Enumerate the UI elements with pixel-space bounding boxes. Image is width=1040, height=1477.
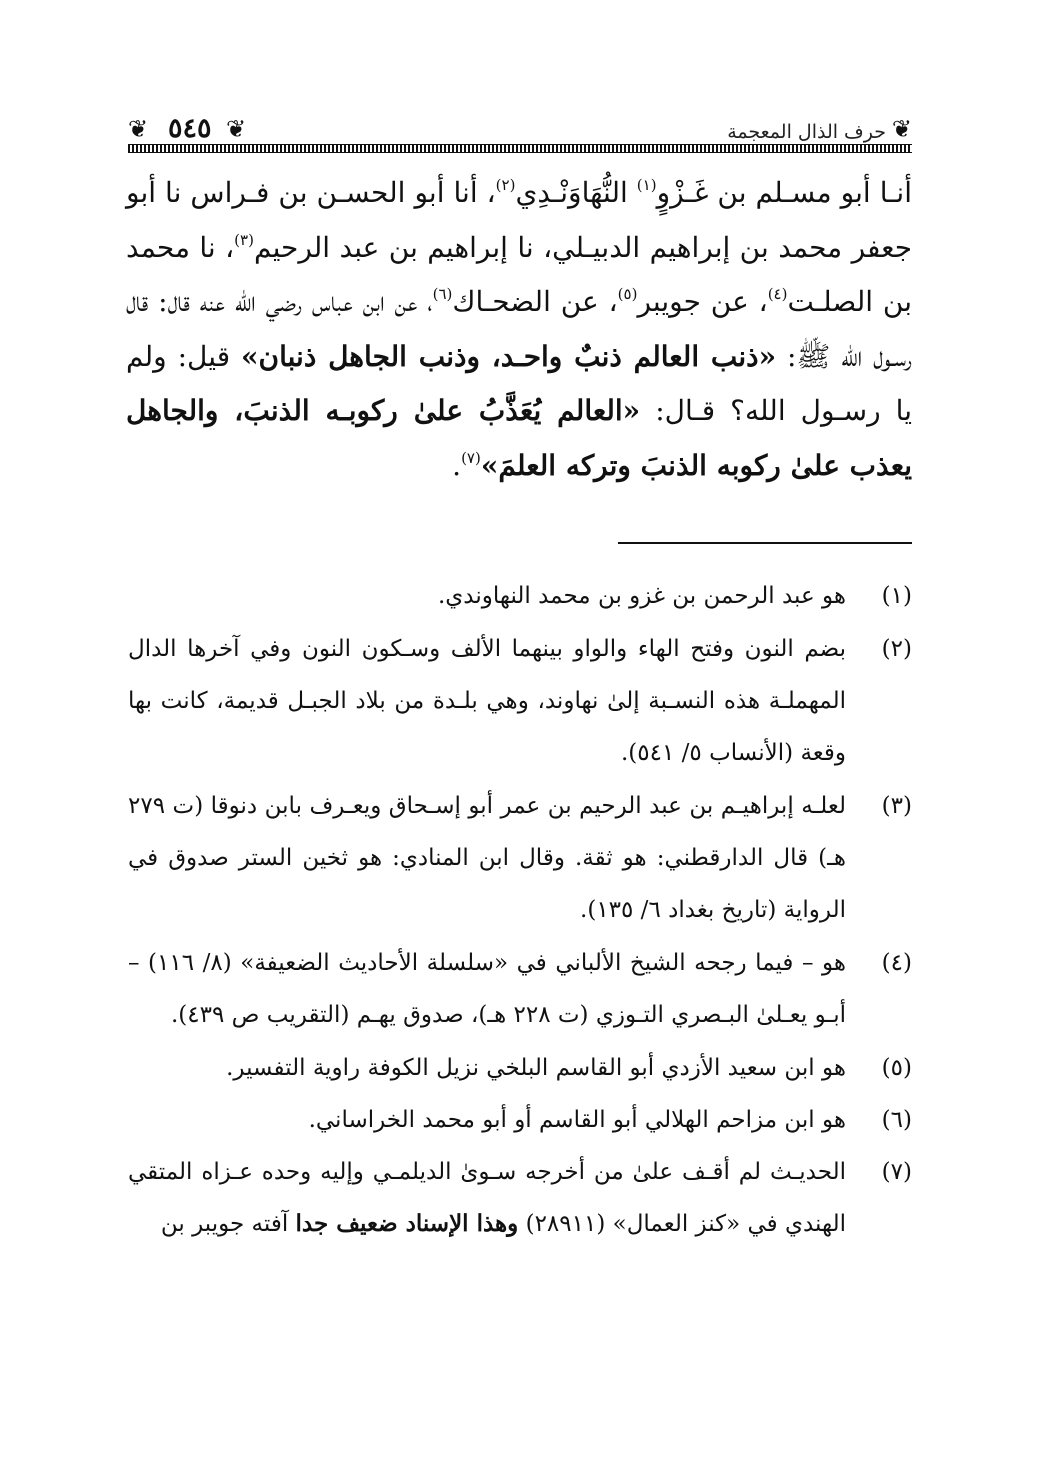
text-segment: النُّهَاوَنْـدِي: [515, 176, 637, 209]
page-number: ٥٤٥: [168, 113, 212, 144]
footnote-text: هو عبد الرحمن بن غزو بن محمد النهاوندي.: [437, 583, 846, 609]
footnote-emphasis: وهذا الإسناد ضعيف جدا: [295, 1210, 519, 1237]
footnote-item: [128, 623, 912, 779]
footnote-text: هو – فيما رجحه الشيخ الألباني في «سلسلة الأحاديث الضعيفة» (٨/ ١١٦) – أبـو يعـلىٰ البـصري التـوزي (ت ٢٢٨ هـ)، صدوق يهـم (التقريب ص ٤٣٩).: [128, 950, 846, 1028]
footnote-number: (٧): [881, 1159, 912, 1185]
footnote-ref[interactable]: (١): [636, 176, 657, 194]
text-segment: ، أنا أبو الحسـن بن فـراس نا أبو جعفر محمد بن إبراهيم الدبيـلي، نا إبراهيم بن عبد الرحيم: [126, 176, 912, 264]
footnote-text: بضم النون وفتح الهاء والواو بينهما الألف وسـكون النون وفي آخرها الدال المهملـة هذه النسـبة إلىٰ نهاوند، وهي بلـدة من بلاد الجبـل قديمة، كانت بها وقعة (الأنساب ٥/ ٥٤١).: [128, 636, 846, 766]
footnotes-list: [128, 570, 912, 1251]
text-segment: ، عن جويبر: [637, 285, 768, 318]
footnote-number: (٥): [881, 1055, 912, 1081]
hadith-quote: «ذنب العالم ذنبٌ واحـد، وذنب الجاهل ذنبان»: [241, 339, 777, 373]
text-segment: ، نا محمد بن الصلـت: [126, 230, 912, 318]
hadith-quote: «العالم يُعَذَّبُ علىٰ ركوبـه الذنبَ، والجاهل يعذب علىٰ ركوبه الذنبَ وتركه العلمَ»: [126, 394, 912, 482]
footnote-number: (٣): [881, 793, 912, 819]
text-segment: ، عن ابن عباس رضي الله عنه قال: قال رسـول الله ﷺ:: [126, 285, 912, 373]
main-text: [126, 166, 912, 493]
running-header: [128, 100, 912, 152]
footnote-ref[interactable]: (٢): [495, 176, 516, 194]
footnote-item: [128, 937, 912, 1041]
text-segment: أنـا أبو مسـلم بن غَـزْوٍ: [656, 176, 913, 209]
footnote-text-segment: الحديـث لم أقـف علىٰ من أخرجه سـوىٰ الديلمـي وإليه وحده عـزاه المتقي الهندي في «كنز العمال» (٢٨٩١١): [128, 1159, 846, 1237]
footnote-separator: [618, 542, 912, 544]
footnote-ref[interactable]: (٦): [432, 285, 453, 303]
ornament-right-icon: ❦: [891, 115, 912, 143]
header-rule: [128, 144, 912, 153]
footnote-text: لعلـه إبراهيـم بن عبد الرحيم بن عمر أبو إسـحاق ويعـرف بابن دنوقا (ت ٢٧٩ هـ) قال الدارقطني: هو ثقة. وقال ابن المنادي: هو ثخين الستر صدوق في الرواية (تاريخ بغداد ٦/ ١٣٥).: [128, 793, 846, 923]
footnote-number: (٦): [881, 1107, 912, 1133]
ornament-left-icon: ❦: [128, 115, 149, 143]
footnote-item: [128, 1094, 912, 1146]
footnote-number: (٤): [881, 950, 912, 976]
footnote-ref[interactable]: (٧): [461, 448, 481, 467]
footnote-ref[interactable]: (٣): [234, 230, 254, 249]
footnote-item: [128, 570, 912, 622]
footnote-text-segment: آفته جويبر بن: [160, 1211, 296, 1237]
footnote-item: [128, 780, 912, 936]
footnote-number: (١): [881, 583, 912, 609]
footnote-item: [128, 1146, 912, 1250]
footnote-text: هو ابن مزاحم الهلالي أبو القاسم أو أبو محمد الخراساني.: [308, 1107, 846, 1133]
footnote-ref[interactable]: (٤): [767, 285, 788, 303]
text-segment: ، عن الضحـاك: [452, 285, 618, 318]
footnote-text: [128, 1159, 846, 1237]
text-segment: .: [452, 448, 462, 482]
ornament-left-inner-icon: ❦: [226, 115, 247, 143]
footnote-item: [128, 1042, 912, 1094]
footnote-number: (٢): [881, 636, 912, 662]
chapter-title: حرف الذال المعجمة: [727, 121, 886, 143]
text-segment: قيل: ولم يا رسـول الله؟ قـال:: [126, 339, 912, 427]
footnote-text: هو ابن سعيد الأزدي أبو القاسم البلخي نزيل الكوفة راوية التفسير.: [226, 1055, 846, 1081]
footnote-ref[interactable]: (٥): [617, 285, 638, 303]
